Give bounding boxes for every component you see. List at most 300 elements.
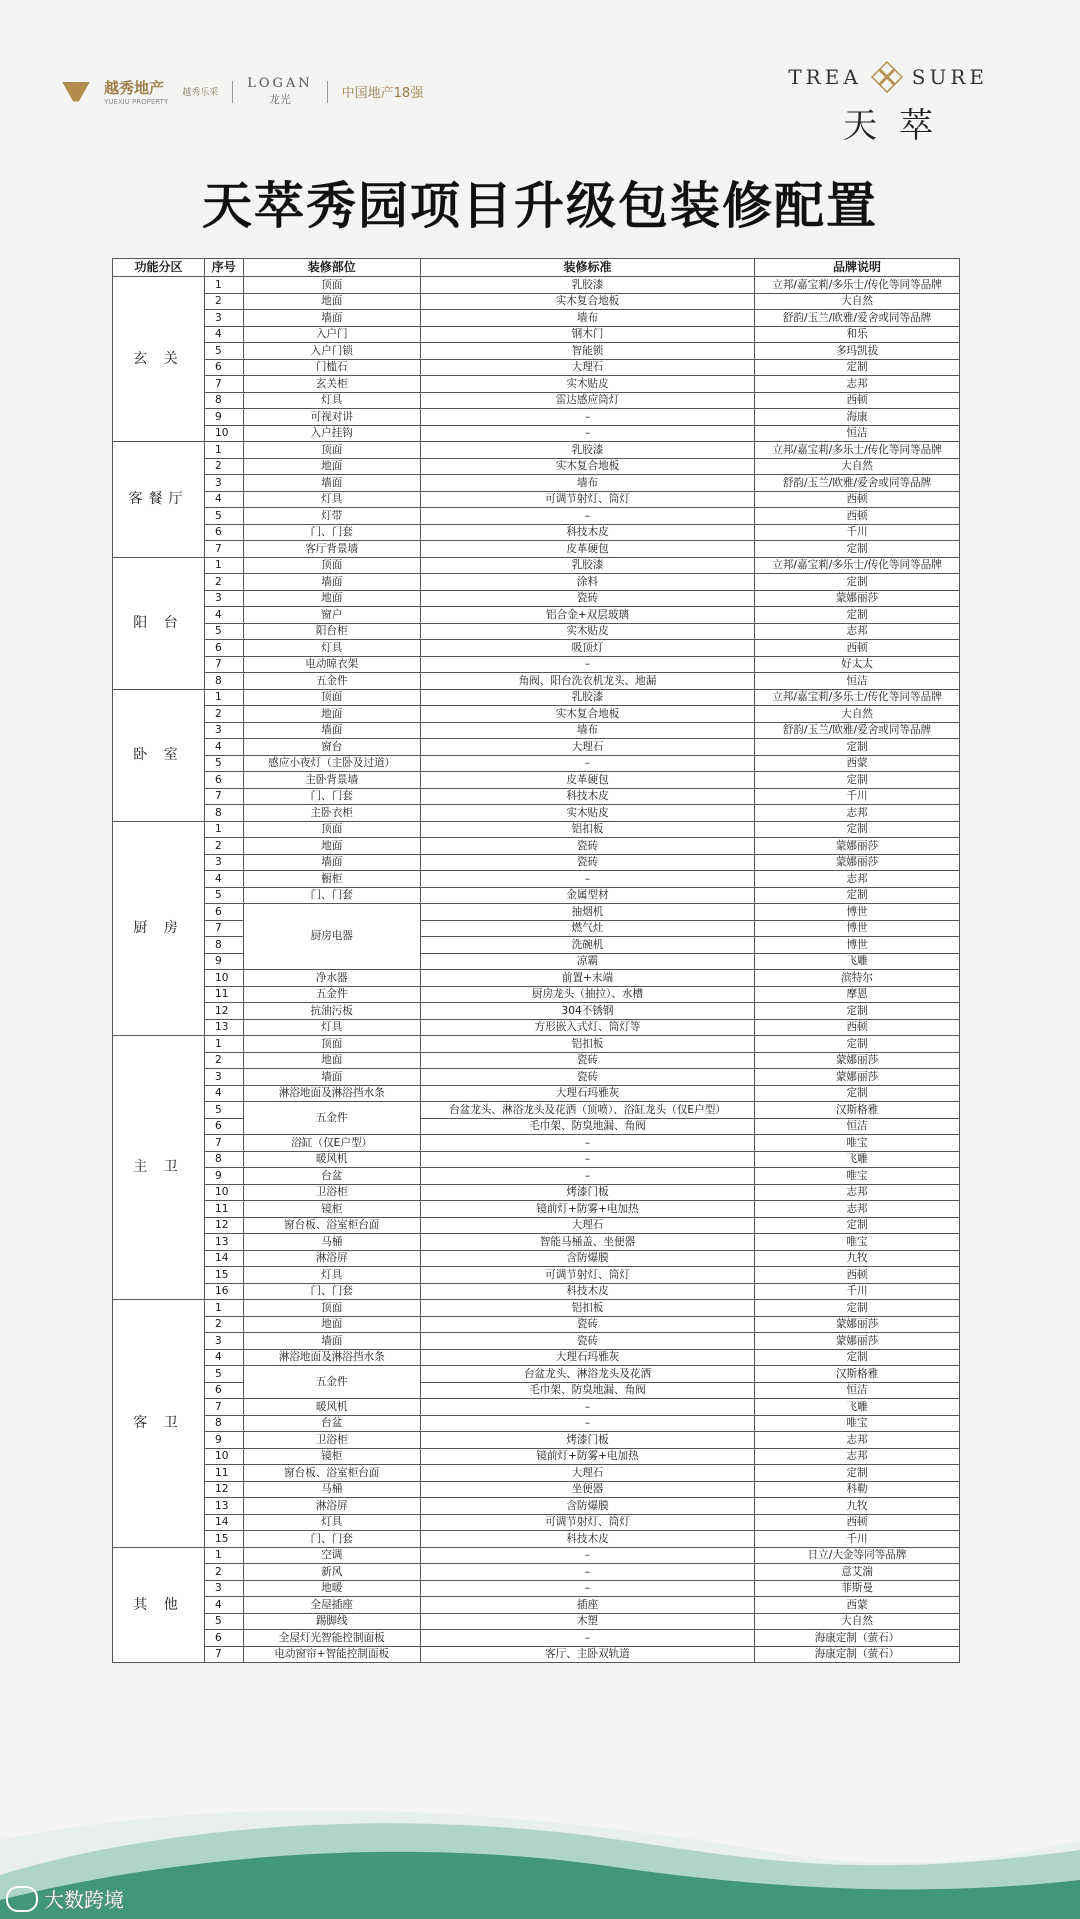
standard-cell: 雷达感应筒灯 <box>420 392 754 409</box>
table-row <box>113 458 960 475</box>
standard-cell: – <box>420 1399 754 1416</box>
decoration-config-table <box>112 258 960 1663</box>
part-cell: 顶面 <box>243 442 420 459</box>
standard-cell: 坐便器 <box>420 1481 754 1498</box>
index-cell: 5 <box>204 343 243 360</box>
table-row <box>113 1432 960 1449</box>
standard-cell: – <box>420 1168 754 1185</box>
standard-cell: 铝扣板 <box>420 821 754 838</box>
table-row <box>113 1201 960 1218</box>
standard-cell: 皮革硬包 <box>420 541 754 558</box>
index-cell: 10 <box>204 1184 243 1201</box>
index-cell: 2 <box>204 706 243 723</box>
brand-cell: 唯宝 <box>755 1168 960 1185</box>
part-cell: 卫浴柜 <box>243 1184 420 1201</box>
standard-cell: 烤漆门板 <box>420 1184 754 1201</box>
part-cell: 地面 <box>243 706 420 723</box>
brand-cell: 蒙娜丽莎 <box>755 838 960 855</box>
standard-cell: 大理石 <box>420 1465 754 1482</box>
brand-cell: 志邦 <box>755 376 960 393</box>
index-cell: 3 <box>204 475 243 492</box>
standard-cell: – <box>420 1580 754 1597</box>
page-title: 天萃秀园项目升级包装修配置 <box>202 177 878 235</box>
index-cell: 6 <box>204 1630 243 1647</box>
table-row <box>113 1168 960 1185</box>
table-row <box>113 1481 960 1498</box>
standard-cell: 实木贴皮 <box>420 623 754 640</box>
table-row <box>113 887 960 904</box>
standard-cell: 墙布 <box>420 722 754 739</box>
index-cell: 3 <box>204 1580 243 1597</box>
developer-logos <box>62 76 423 107</box>
brand-cell: 志邦 <box>755 1448 960 1465</box>
yuexiu-logo-subtext: YUEXIU PROPERTY <box>104 98 169 106</box>
index-cell: 1 <box>204 1036 243 1053</box>
part-cell: 感应小夜灯（主卧及过道） <box>243 755 420 772</box>
table-row <box>113 1052 960 1069</box>
index-cell: 8 <box>204 1415 243 1432</box>
standard-cell: 瓷砖 <box>420 1069 754 1086</box>
index-cell: 5 <box>204 508 243 525</box>
part-cell: 空调 <box>243 1547 420 1564</box>
table-row <box>113 722 960 739</box>
table-row <box>113 1019 960 1036</box>
brand-cell: 蒙娜丽莎 <box>755 1069 960 1086</box>
yuexiu-logo-icon <box>62 82 90 102</box>
index-cell: 1 <box>204 1300 243 1317</box>
table-row <box>113 1448 960 1465</box>
index-cell: 4 <box>204 1597 243 1614</box>
brand-cell: 西蒙 <box>755 1597 960 1614</box>
standard-cell: 乳胶漆 <box>420 557 754 574</box>
brand-cell: 九牧 <box>755 1498 960 1515</box>
index-cell: 1 <box>204 557 243 574</box>
index-cell: 4 <box>204 491 243 508</box>
part-cell: 地面 <box>243 458 420 475</box>
index-cell: 10 <box>204 425 243 442</box>
table-row <box>113 1036 960 1053</box>
standard-cell: 瓷砖 <box>420 1316 754 1333</box>
part-cell: 入户门 <box>243 326 420 343</box>
part-cell: 五金件 <box>243 986 420 1003</box>
index-cell: 8 <box>204 392 243 409</box>
standard-cell: 抽烟机 <box>420 904 754 921</box>
part-cell: 马桶 <box>243 1481 420 1498</box>
watermark-text: 大数跨境 <box>44 1888 124 1912</box>
standard-cell: 台盆龙头、淋浴龙头及花洒（顶喷）、浴缸龙头（仅E户型） <box>420 1102 754 1119</box>
table-row <box>113 1531 960 1548</box>
standard-cell: 洗碗机 <box>420 937 754 954</box>
brand-cell: 舒韵/玉兰/欧雅/爱舍或同等品牌 <box>755 475 960 492</box>
index-cell: 8 <box>204 1151 243 1168</box>
standard-cell: 实木复合地板 <box>420 706 754 723</box>
index-cell: 7 <box>204 1135 243 1152</box>
standard-cell: – <box>420 1415 754 1432</box>
part-cell: 淋浴地面及淋浴挡水条 <box>243 1349 420 1366</box>
standard-cell: 铝扣板 <box>420 1300 754 1317</box>
part-cell: 镜柜 <box>243 1201 420 1218</box>
index-cell: 3 <box>204 854 243 871</box>
rank-badge: 中国地产18强 <box>341 86 424 101</box>
zone-cell: 卧 室 <box>113 689 205 821</box>
table-row <box>113 1267 960 1284</box>
index-cell: 11 <box>204 1465 243 1482</box>
part-cell: 窗台板、浴室柜台面 <box>243 1465 420 1482</box>
table-row <box>113 673 960 690</box>
standard-cell: 台盆龙头、淋浴龙头及花洒 <box>420 1366 754 1383</box>
brand-cell: 日立/大金等同等品牌 <box>755 1547 960 1564</box>
header-part: 装修部位 <box>243 259 420 277</box>
brand-cell: 定制 <box>755 574 960 591</box>
index-cell: 7 <box>204 788 243 805</box>
index-cell: 2 <box>204 1316 243 1333</box>
brand-cell: 九牧 <box>755 1250 960 1267</box>
table-row <box>113 1217 960 1234</box>
part-cell: 五金件 <box>243 1366 420 1399</box>
standard-cell: 客厅、主卧双轨道 <box>420 1646 754 1663</box>
standard-cell: 大理石 <box>420 739 754 756</box>
index-cell: 12 <box>204 1481 243 1498</box>
brand-cell: 千川 <box>755 524 960 541</box>
brand-cell: 恒洁 <box>755 673 960 690</box>
standard-cell: 钢木门 <box>420 326 754 343</box>
brand-cell: 舒韵/玉兰/欧雅/爱舍或同等品牌 <box>755 310 960 327</box>
index-cell: 2 <box>204 1564 243 1581</box>
part-cell: 门、门套 <box>243 887 420 904</box>
brand-cell: 菲斯曼 <box>755 1580 960 1597</box>
brand-cell: 大自然 <box>755 293 960 310</box>
zone-cell: 客餐厅 <box>113 442 205 558</box>
standard-cell: 厨房龙头（抽拉）、水槽 <box>420 986 754 1003</box>
part-cell: 灯具 <box>243 491 420 508</box>
part-cell: 淋浴地面及淋浴挡水条 <box>243 1085 420 1102</box>
brand-cell: 定制 <box>755 1300 960 1317</box>
table-row <box>113 557 960 574</box>
standard-cell: 瓷砖 <box>420 854 754 871</box>
table-row <box>113 1465 960 1482</box>
table-body <box>113 277 960 1663</box>
brand-cell: 好太太 <box>755 656 960 673</box>
part-cell: 墙面 <box>243 1333 420 1350</box>
brand-cell: 唯宝 <box>755 1135 960 1152</box>
standard-cell: 大理石玛雅灰 <box>420 1085 754 1102</box>
part-cell: 灯带 <box>243 508 420 525</box>
index-cell: 4 <box>204 1349 243 1366</box>
standard-cell: 铝合金+双层玻璃 <box>420 607 754 624</box>
table-row <box>113 310 960 327</box>
header-index: 序号 <box>204 259 243 277</box>
index-cell: 6 <box>204 1118 243 1135</box>
table-row <box>113 904 960 921</box>
brand-cell: 飞雕 <box>755 1399 960 1416</box>
part-cell: 台盆 <box>243 1415 420 1432</box>
logan-logo-text: LOGAN <box>247 76 313 91</box>
part-cell: 墙面 <box>243 574 420 591</box>
brand-cell: 科勒 <box>755 1481 960 1498</box>
diamond-logo-icon <box>870 60 904 94</box>
index-cell: 6 <box>204 359 243 376</box>
table-row <box>113 442 960 459</box>
index-cell: 6 <box>204 524 243 541</box>
standard-cell: 前置+末端 <box>420 970 754 987</box>
standard-cell: 可调节射灯、筒灯 <box>420 491 754 508</box>
table-row <box>113 392 960 409</box>
index-cell: 5 <box>204 1102 243 1119</box>
part-cell: 踢脚线 <box>243 1613 420 1630</box>
brand-cell: 立邦/嘉宝莉/多乐士/传化等同等品牌 <box>755 277 960 294</box>
index-cell: 8 <box>204 937 243 954</box>
part-cell: 顶面 <box>243 689 420 706</box>
part-cell: 灯具 <box>243 640 420 657</box>
part-cell: 五金件 <box>243 673 420 690</box>
standard-cell: – <box>420 1630 754 1647</box>
index-cell: 10 <box>204 1448 243 1465</box>
index-cell: 6 <box>204 1382 243 1399</box>
standard-cell: 乳胶漆 <box>420 689 754 706</box>
standard-cell: 吸顶灯 <box>420 640 754 657</box>
brand-cell: 志邦 <box>755 1432 960 1449</box>
index-cell: 13 <box>204 1498 243 1515</box>
brand-cell: 定制 <box>755 1085 960 1102</box>
brand-cell: 志邦 <box>755 1184 960 1201</box>
part-cell: 灯具 <box>243 1019 420 1036</box>
standard-cell: 角阀、阳台洗衣机龙头、地漏 <box>420 673 754 690</box>
brand-cell: 海康定制（萤石） <box>755 1646 960 1663</box>
index-cell: 13 <box>204 1234 243 1251</box>
yuexiu-logo-text: 越秀地产 <box>104 79 165 97</box>
table-row <box>113 1399 960 1416</box>
index-cell: 9 <box>204 953 243 970</box>
part-cell: 地面 <box>243 1052 420 1069</box>
brand-cell: 立邦/嘉宝莉/多乐士/传化等同等品牌 <box>755 442 960 459</box>
brand-cell: 定制 <box>755 541 960 558</box>
table-row <box>113 1349 960 1366</box>
brand-cell: 西蒙 <box>755 755 960 772</box>
part-cell: 淋浴屏 <box>243 1250 420 1267</box>
brand-cell: 恒洁 <box>755 1118 960 1135</box>
index-cell: 7 <box>204 656 243 673</box>
brand-cell: 蒙娜丽莎 <box>755 854 960 871</box>
index-cell: 14 <box>204 1250 243 1267</box>
part-cell: 暖风机 <box>243 1399 420 1416</box>
part-cell: 墙面 <box>243 722 420 739</box>
table-row <box>113 1135 960 1152</box>
index-cell: 4 <box>204 1085 243 1102</box>
table-row <box>113 1316 960 1333</box>
part-cell: 暖风机 <box>243 1151 420 1168</box>
table-row <box>113 524 960 541</box>
index-cell: 2 <box>204 574 243 591</box>
index-cell: 5 <box>204 755 243 772</box>
part-cell: 客厅背景墙 <box>243 541 420 558</box>
brand-cell: 定制 <box>755 1036 960 1053</box>
table-row <box>113 821 960 838</box>
part-cell: 窗台 <box>243 739 420 756</box>
brand-cell: 飞雕 <box>755 1151 960 1168</box>
table-row <box>113 805 960 822</box>
brand-cell: 蒙娜丽莎 <box>755 1052 960 1069</box>
part-cell: 地暖 <box>243 1580 420 1597</box>
index-cell: 7 <box>204 1646 243 1663</box>
table-row <box>113 937 960 954</box>
index-cell: 4 <box>204 607 243 624</box>
zone-cell: 客 卫 <box>113 1300 205 1548</box>
standard-cell: 可调节射灯、筒灯 <box>420 1267 754 1284</box>
standard-cell: 大理石玛雅灰 <box>420 1349 754 1366</box>
part-cell: 厨房电器 <box>243 904 420 970</box>
brand-cell: 舒韵/玉兰/欧雅/爱舍或同等品牌 <box>755 722 960 739</box>
brand-cell: 定制 <box>755 607 960 624</box>
brand-cell: 志邦 <box>755 871 960 888</box>
table-row <box>113 376 960 393</box>
index-cell: 5 <box>204 623 243 640</box>
table-row <box>113 607 960 624</box>
index-cell: 12 <box>204 1003 243 1020</box>
brand-cell: 博世 <box>755 904 960 921</box>
table-row <box>113 343 960 360</box>
index-cell: 7 <box>204 1399 243 1416</box>
standard-cell: 乳胶漆 <box>420 277 754 294</box>
table-row <box>113 1003 960 1020</box>
brand-cell: 多玛凯拔 <box>755 343 960 360</box>
brand-cell: 恒洁 <box>755 425 960 442</box>
standard-cell: 墙布 <box>420 310 754 327</box>
standard-cell: 可调节射灯、筒灯 <box>420 1514 754 1531</box>
logan-logo <box>247 76 312 107</box>
part-cell: 马桶 <box>243 1234 420 1251</box>
standard-cell: 瓷砖 <box>420 590 754 607</box>
index-cell: 9 <box>204 409 243 426</box>
brand-cell: 西顿 <box>755 640 960 657</box>
part-cell: 地面 <box>243 590 420 607</box>
table-row <box>113 623 960 640</box>
part-cell: 玄关柜 <box>243 376 420 393</box>
part-cell: 窗户 <box>243 607 420 624</box>
part-cell: 灯具 <box>243 1267 420 1284</box>
part-cell: 淋浴屏 <box>243 1498 420 1515</box>
table-row <box>113 1250 960 1267</box>
part-cell: 卫浴柜 <box>243 1432 420 1449</box>
table-row <box>113 1102 960 1119</box>
part-cell: 门、门套 <box>243 1531 420 1548</box>
index-cell: 15 <box>204 1531 243 1548</box>
brand-cell: 海康定制（萤石） <box>755 1630 960 1647</box>
brand-cell: 立邦/嘉宝莉/多乐士/传化等同等品牌 <box>755 557 960 574</box>
table-row <box>113 1085 960 1102</box>
index-cell: 4 <box>204 871 243 888</box>
index-cell: 5 <box>204 1366 243 1383</box>
treasure-brand <box>788 60 988 147</box>
table-row <box>113 1597 960 1614</box>
standard-cell: 智能锁 <box>420 343 754 360</box>
brand-cell: 西顿 <box>755 1267 960 1284</box>
table-row <box>113 590 960 607</box>
watermark <box>6 1884 124 1913</box>
index-cell: 9 <box>204 1168 243 1185</box>
index-cell: 5 <box>204 1613 243 1630</box>
table-row <box>113 574 960 591</box>
brand-cell: 立邦/嘉宝莉/多乐士/传化等同等品牌 <box>755 689 960 706</box>
standard-cell: 含防爆膜 <box>420 1498 754 1515</box>
index-cell: 16 <box>204 1283 243 1300</box>
brand-cell: 大自然 <box>755 1613 960 1630</box>
index-cell: 11 <box>204 986 243 1003</box>
index-cell: 8 <box>204 805 243 822</box>
table-row <box>113 1498 960 1515</box>
standard-cell: 瓷砖 <box>420 838 754 855</box>
part-cell: 橱柜 <box>243 871 420 888</box>
part-cell: 门、门套 <box>243 1283 420 1300</box>
part-cell: 墙面 <box>243 310 420 327</box>
table-row <box>113 1580 960 1597</box>
header-zone: 功能分区 <box>113 259 205 277</box>
part-cell: 浴缸（仅E户型） <box>243 1135 420 1152</box>
table-row <box>113 1382 960 1399</box>
part-cell: 五金件 <box>243 1102 420 1135</box>
table-row <box>113 1118 960 1135</box>
index-cell: 1 <box>204 277 243 294</box>
table-row <box>113 986 960 1003</box>
part-cell: 主卧背景墙 <box>243 772 420 789</box>
standard-cell: 304不锈钢 <box>420 1003 754 1020</box>
yuexiu-lecai-logo: 越秀乐采 <box>182 88 219 98</box>
part-cell: 阳台柜 <box>243 623 420 640</box>
brand-cell: 定制 <box>755 1217 960 1234</box>
index-cell: 2 <box>204 838 243 855</box>
table-row <box>113 1184 960 1201</box>
standard-cell: 镜前灯+防雾+电加热 <box>420 1201 754 1218</box>
part-cell: 台盆 <box>243 1168 420 1185</box>
brand-cell: 定制 <box>755 821 960 838</box>
part-cell: 顶面 <box>243 821 420 838</box>
brand-cell: 志邦 <box>755 805 960 822</box>
brand-cell: 定制 <box>755 359 960 376</box>
table-row <box>113 788 960 805</box>
index-cell: 4 <box>204 326 243 343</box>
index-cell: 11 <box>204 1201 243 1218</box>
table-row <box>113 1547 960 1564</box>
table-row <box>113 689 960 706</box>
standard-cell: 科技木皮 <box>420 788 754 805</box>
brand-cell: 意艾湍 <box>755 1564 960 1581</box>
part-cell: 地面 <box>243 1316 420 1333</box>
standard-cell: 镜前灯+防雾+电加热 <box>420 1448 754 1465</box>
table-row <box>113 772 960 789</box>
table-row <box>113 425 960 442</box>
zone-cell: 厨 房 <box>113 821 205 1036</box>
part-cell: 主卧衣柜 <box>243 805 420 822</box>
standard-cell: 大理石 <box>420 359 754 376</box>
part-cell: 地面 <box>243 838 420 855</box>
part-cell: 地面 <box>243 293 420 310</box>
part-cell: 顶面 <box>243 277 420 294</box>
index-cell: 6 <box>204 904 243 921</box>
brand-text-right: SURE <box>911 65 988 89</box>
brand-cell: 定制 <box>755 1003 960 1020</box>
part-cell: 顶面 <box>243 1036 420 1053</box>
zone-cell: 主 卫 <box>113 1036 205 1300</box>
table-row <box>113 739 960 756</box>
table-row <box>113 1630 960 1647</box>
standard-cell: 毛巾架、防臭地漏、角阀 <box>420 1118 754 1135</box>
standard-cell: – <box>420 508 754 525</box>
index-cell: 1 <box>204 1547 243 1564</box>
table-header-row <box>113 259 960 277</box>
divider <box>327 81 328 103</box>
part-cell: 全屋灯光智能控制面板 <box>243 1630 420 1647</box>
index-cell: 3 <box>204 1069 243 1086</box>
table-row <box>113 1415 960 1432</box>
